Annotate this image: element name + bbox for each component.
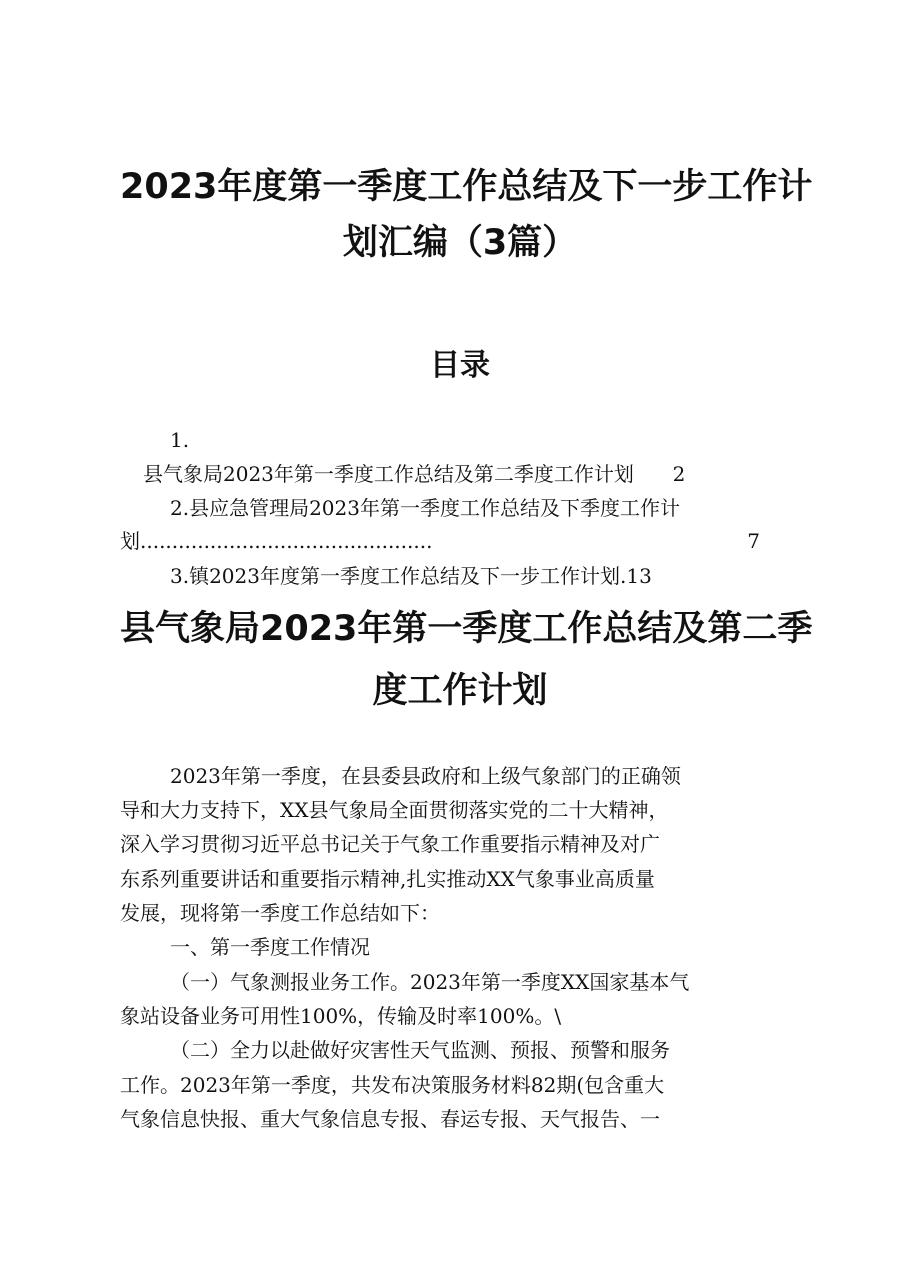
toc-item-3-page: 13 bbox=[626, 564, 652, 588]
toc-item-1-text[interactable] bbox=[143, 464, 685, 484]
toc-item-2-page: 7 bbox=[747, 529, 760, 553]
toc-item-3-label: 3.镇2023年度第一季度工作总结及下一步工作计划. bbox=[170, 564, 627, 588]
body-line-5: 发展，现将第一季度工作总结如下： bbox=[120, 901, 440, 925]
document-title-line-1: 2023年度第一季度工作总结及下一步工作计 bbox=[120, 167, 813, 207]
section-title-line-2: 度工作计划 bbox=[372, 671, 548, 711]
toc-item-1-page: 2 bbox=[672, 462, 686, 486]
body-line-9: （二）全力以赴做好灾害性天气监测、预报、预警和服务 bbox=[170, 1038, 670, 1062]
section-title-line-1: 县气象局2023年第一季度工作总结及第二季 bbox=[120, 609, 813, 649]
toc-heading: 目录 bbox=[430, 348, 490, 383]
body-line-4: 东系列重要讲话和重要指示精神,扎实推动XX气象事业高质量 bbox=[120, 867, 655, 891]
toc-item-1-label: 县气象局2023年第一季度工作总结及第二季度工作计划 bbox=[143, 462, 634, 486]
body-heading-1: 一、第一季度工作情况 bbox=[170, 935, 370, 959]
toc-item-1-number: 1. bbox=[170, 428, 190, 452]
document-title-line-2: 划汇编（3篇） bbox=[342, 223, 578, 263]
toc-item-2-label-end: 划 bbox=[120, 529, 140, 553]
body-line-3: 深入学习贯彻习近平总书记关于气象工作重要指示精神及对广 bbox=[120, 832, 660, 856]
toc-item-2-line-2[interactable] bbox=[120, 531, 760, 551]
toc-item-2-leader: .............................................. bbox=[140, 531, 433, 551]
body-line-7: （一）气象测报业务工作。2023年第一季度XX国家基本气 bbox=[170, 970, 690, 994]
body-line-11: 气象信息快报、重大气象信息专报、春运专报、天气报告、一 bbox=[120, 1107, 660, 1131]
toc-item-2-line-1[interactable]: 2.县应急管理局2023年第一季度工作总结及下季度工作计 bbox=[170, 496, 680, 520]
body-line-1: 2023年第一季度，在县委县政府和上级气象部门的正确领 bbox=[170, 764, 681, 788]
body-line-8: 象站设备业务可用性100%，传输及时率100%。\ bbox=[120, 1004, 562, 1028]
body-line-2: 导和大力支持下，XX县气象局全面贯彻落实党的二十大精神， bbox=[120, 798, 669, 822]
body-line-10: 工作。2023年第一季度，共发布决策服务材料82期(包含重大 bbox=[120, 1073, 665, 1097]
toc-item-3[interactable] bbox=[170, 566, 652, 586]
